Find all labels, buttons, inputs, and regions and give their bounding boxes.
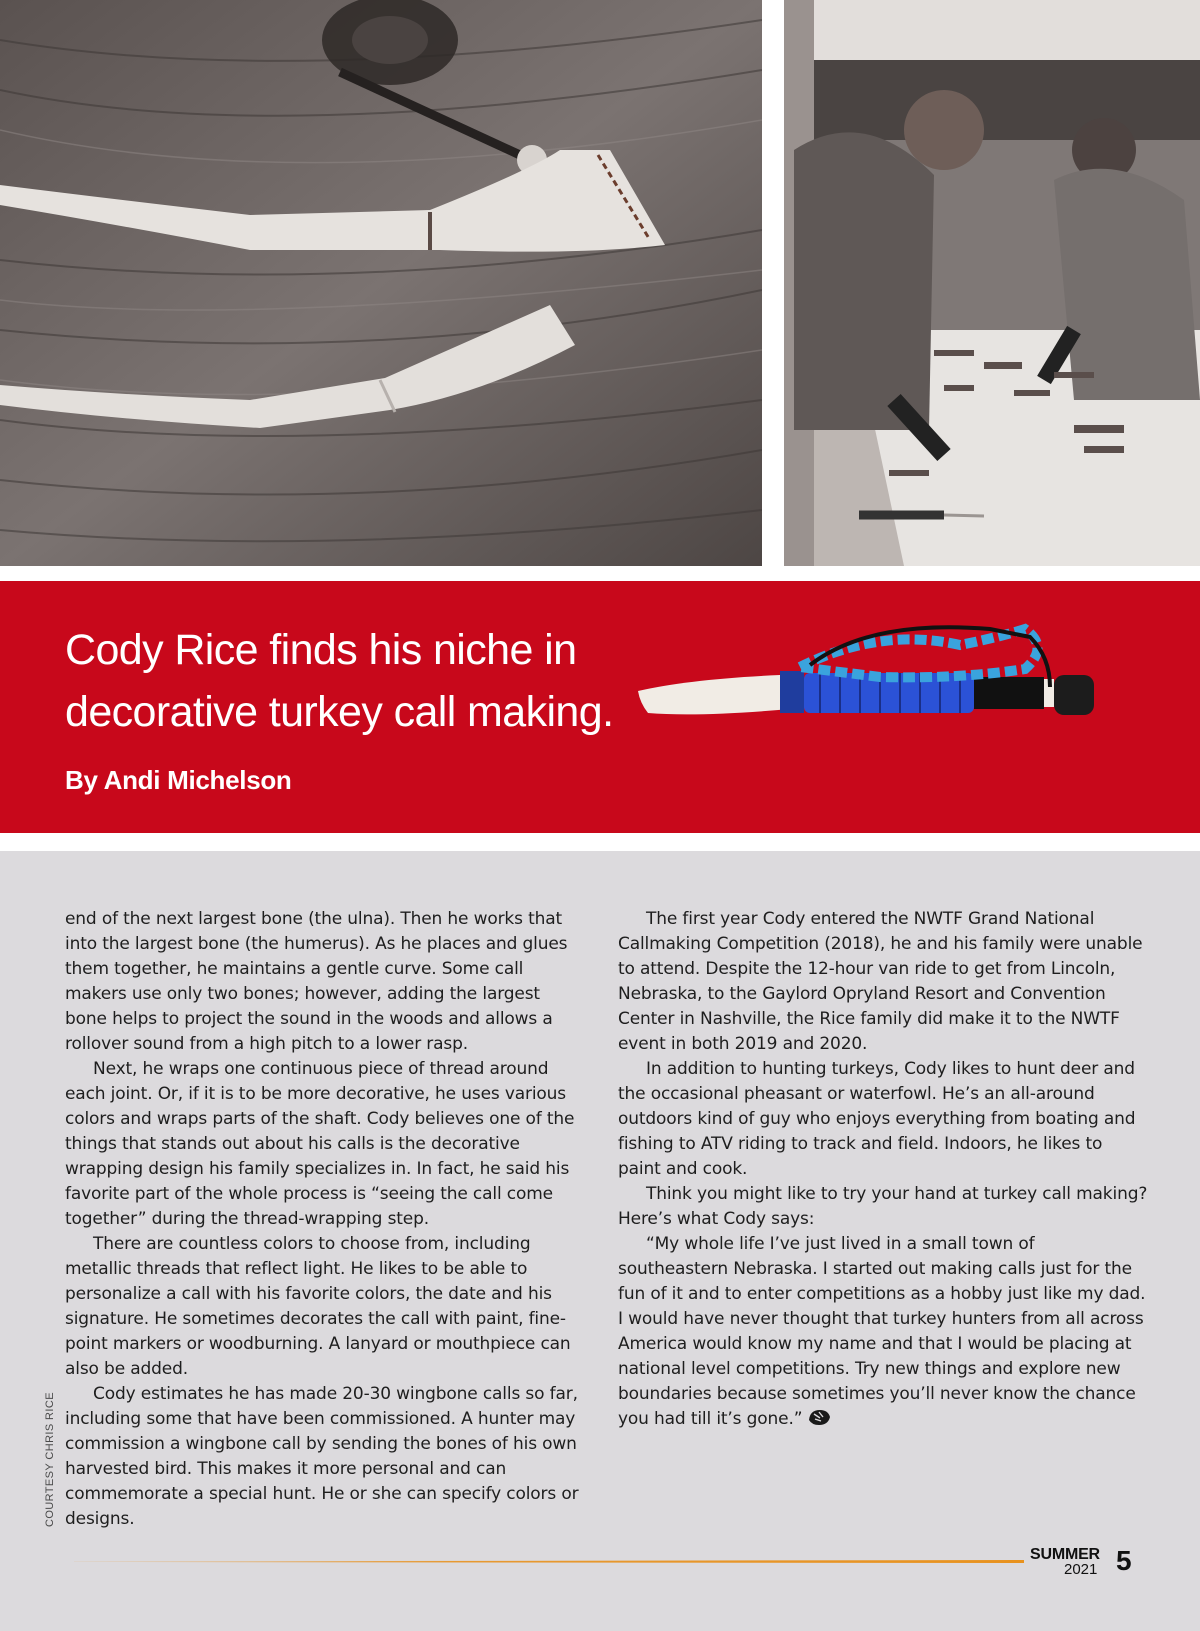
body-paragraph: In addition to hunting turkeys, Cody likes to hunt deer and the occasional pheasant or waterfowl. He’s an all-around outdoors kind of guy who enjoys everything from boating and fishing to ATV riding to track and field. Indoors, he likes to paint and cook. <box>618 1059 1136 1179</box>
body-paragraph: There are countless colors to choose from, including metallic threads that reflect light. He likes to be able to personalize a call with his favorite colors, the date and his signature. He sometimes decorates the call with paint, fine-point markers or woodburning. A lanyard or mouthpiece can also be added. <box>65 1234 571 1379</box>
photo-divider <box>0 566 1200 581</box>
body-paragraph: Cody estimates he has made 20-30 wingbone calls so far, including some that have been commissioned. A hunter may commission a wingbone call by sending the bones of his own harvested bird. This makes it more personal and can commemorate a special hunt. He or she can specify colors or designs. <box>65 1384 579 1529</box>
photo-credit: COURTESY CHRIS RICE <box>44 1392 56 1527</box>
article-headline: Cody Rice finds his niche in decorative turkey call making. <box>65 626 614 736</box>
page-number: 5 <box>1116 1545 1132 1576</box>
closing-quote-text: “My whole life I’ve just lived in a small town of southeastern Nebraska. I started out making calls just for the fun of it and to enter competitions as a hobby just like my dad. I would have never thought that turkey hunters from all across America would know my name and that I would be placing at national level competitions. Try new things and explore new boundaries because sometimes you’ll never know the chance you had till it’s gone.” <box>618 1234 1146 1429</box>
wingbone-calls-on-wood-photo <box>0 0 762 566</box>
issue-label <box>1030 1546 1100 1580</box>
title-banner <box>0 581 1200 833</box>
wingbone-calls-photo <box>0 0 762 566</box>
issue-season: SUMMER <box>1030 1546 1100 1563</box>
body-column-left <box>65 907 585 1532</box>
turkey-logo-icon <box>806 1407 832 1427</box>
body-paragraph-closing <box>618 1232 1148 1432</box>
article-byline: By Andi Michelson <box>65 765 292 795</box>
body-paragraph: Next, he wraps one continuous piece of thread around each joint. Or, if it is to be more decorative, he uses various colors and wraps parts of the shaft. Cody believes one of the things that stands out about his calls is the decorative wrapping design his family specializes in. In fact, he said his favorite part of the whole process is “seeing the call come together” during the thread-wrapping step. <box>65 1059 575 1229</box>
body-paragraph: end of the next largest bone (the ulna). Then he works that into the largest bone (the humerus). As he places and glues them together, he maintains a gentle curve. Some call makers use only two bones; however, adding the largest bone helps to project the sound in the woods and allows a rollover sound from a high pitch to a lower rasp. <box>65 909 568 1054</box>
workbench-photo <box>784 0 1200 566</box>
body-column-right <box>618 907 1148 1432</box>
banner-divider <box>0 833 1200 851</box>
footer-rule <box>74 1558 1024 1564</box>
issue-year: 2021 <box>1064 1561 1098 1578</box>
body-paragraph: The first year Cody entered the NWTF Grand National Callmaking Competition (2018), he and his family were unable to attend. Despite the 12-hour van ride to get from Lincoln, Nebraska, to the Gaylord Opryland Resort and Convention Center in Nashville, the Rice family did make it to the NWTF event in both 2019 and 2020. <box>618 909 1143 1054</box>
photo-gutter <box>762 0 784 566</box>
body-paragraph: Think you might like to try your hand at turkey call making? Here’s what Cody says: <box>618 1184 1148 1229</box>
decorated-turkey-call-photo <box>630 617 1130 747</box>
men-cleaning-bones-photo <box>784 0 1200 566</box>
